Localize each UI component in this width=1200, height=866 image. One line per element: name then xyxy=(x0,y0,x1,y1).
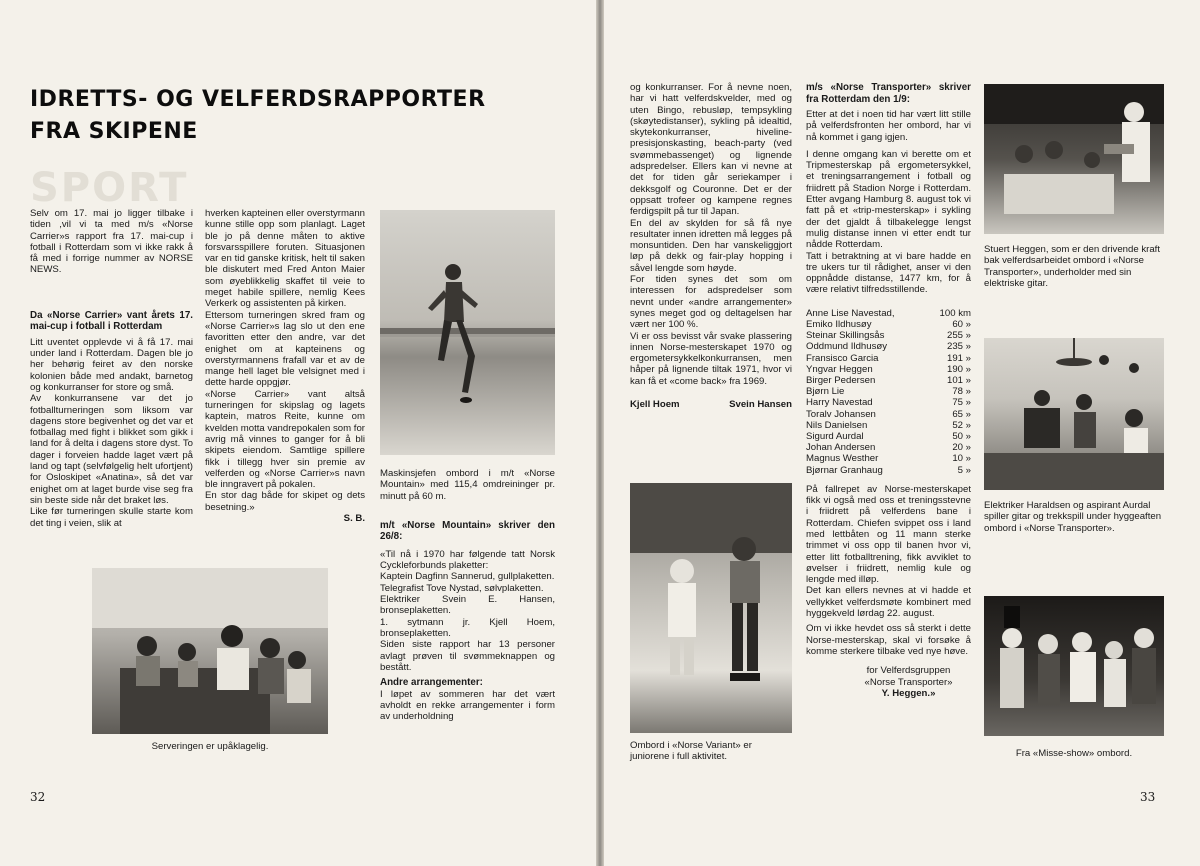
result-name: Bjørn Lie xyxy=(806,386,845,398)
transporter-subhead: m/s «Norse Transporter» skriver fra Rotterdam den 1/9: xyxy=(806,82,971,105)
result-name: Magnus Westher xyxy=(806,453,879,465)
signatures-mountain xyxy=(630,399,792,410)
mountain-subhead-2: Andre arrangementer: xyxy=(380,677,483,689)
caption-dining: Serveringen er upåklagelig. xyxy=(151,741,269,752)
result-distance: 191 » xyxy=(946,352,971,364)
result-distance: 235 » xyxy=(946,341,971,353)
result-name: Sigurd Aurdal xyxy=(806,430,864,442)
result-distance: 78 » xyxy=(952,386,971,398)
result-row xyxy=(806,353,971,364)
result-distance: 100 km xyxy=(939,307,971,319)
result-distance: 101 » xyxy=(946,374,971,386)
result-row xyxy=(806,465,971,476)
result-distance: 20 » xyxy=(952,442,971,454)
result-name: Steinar Skillingsås xyxy=(806,330,885,342)
result-distance: 65 » xyxy=(952,408,971,420)
mountain-subhead: m/t «Norse Mountain» skriver den 26/8: xyxy=(380,519,555,543)
carrier-p1: Litt uventet opplevde vi å få 17. mai under land i Rotterdam. Dagen ble jo her behørig feiret av den norske kolonien både med andakt, barnetog og konkurranser for store og små. xyxy=(30,336,193,393)
children-figure-icon xyxy=(630,483,792,733)
result-name: Oddmund Ildhusøy xyxy=(806,341,888,353)
photo-dining xyxy=(92,568,328,734)
signature-sb: S. B. xyxy=(343,513,365,525)
left-col-3 xyxy=(380,468,555,723)
caption-guitar: Stuert Heggen, som er den drivende kraft bak velferdsarbeidet ombord i «Norse Transporter», underholder med sin elektriske gitar. xyxy=(984,244,1160,289)
result-row xyxy=(806,364,971,375)
photo-kids xyxy=(630,483,792,733)
ghost-heading: SPORT xyxy=(30,165,189,211)
result-name: Toralv Johansen xyxy=(806,408,876,420)
carrier-subhead: Da «Norse Carrier» vant årets 17. mai-cup i fotball i Rotterdam xyxy=(30,309,193,333)
mountain-item-2: Telegrafist Tove Nystad, sølvplaketten. xyxy=(380,582,544,594)
mountain-item-3: Elektriker Svein E. Hansen, bronseplaketten. xyxy=(380,594,555,617)
carrier-p3: Like før turneringen skulle starte kom det ting i veien, slik at xyxy=(30,506,193,529)
caption-kids: Ombord i «Norse Variant» er juniorene i full aktivitet. xyxy=(630,740,752,763)
intro-paragraph: Selv om 17. mai jo ligger tilbake i tiden ,vil vi ta med m/s «Norse Carrier»s rapport fra 17. mai-cup i fotball i Rotterdam som vi ikke rakk å få med i forrige nummer av NORSE NEWS. xyxy=(30,208,193,276)
right-page xyxy=(604,0,1200,866)
caption-runner: Maskinsjefen ombord i m/t «Norse Mountain» med 115,4 omdreininger pr. minutt på 60 m. xyxy=(380,468,555,502)
result-name: Fransisco Garcia xyxy=(806,352,879,364)
result-name: Yngvar Heggen xyxy=(806,363,873,375)
mountain-p5: En del av skylden for så få nye resultater innen idretten må legges på monsuntiden. Den har vanskeliggjort løp på dekk og fair-play hopping i såvel lengde som høyde. xyxy=(630,217,792,274)
title-line-1: IDRETTS- OG VELFERDSRAPPORTER xyxy=(30,87,486,112)
result-distance: 52 » xyxy=(952,419,971,431)
photo-runner xyxy=(380,210,555,455)
carrier-p7: En stor dag både for skipet og dets besetning.» xyxy=(205,490,365,513)
transporter-p5: Det kan ellers nevnes at vi hadde et vellykket velferdsmøte kombinert med hyggekveld lørdag 22. august. xyxy=(806,585,971,620)
left-col-2 xyxy=(205,208,365,524)
title-line-2: FRA SKIPENE xyxy=(30,119,198,144)
right-col-2 xyxy=(806,82,971,699)
result-name: Harry Navestad xyxy=(806,397,873,409)
musicians-icon xyxy=(984,338,1164,490)
result-distance: 60 » xyxy=(952,318,971,330)
left-col-1 xyxy=(30,208,193,529)
runner-figure-icon xyxy=(380,210,555,455)
sign-line-3: Y. Heggen.» xyxy=(881,687,936,699)
result-row xyxy=(806,319,971,330)
result-row xyxy=(806,341,971,352)
result-row xyxy=(806,431,971,442)
carrier-p2: Av konkurransene var det jo fotballturneringen som liksom var dagens store begivenhet og det var et fotballag med fight i blikket som gikk i land for å delta i dagens store dyst. To dager i forveien hadde laget vært på land og tapt (selvfølgelig helt ufortjent) for Osloskipet «Anatina», så det var enighet om at laget burde vise seg fra sin beste side når det braket løs. xyxy=(30,393,193,506)
page-number-right: 33 xyxy=(1140,790,1156,804)
transporter-p4: På fallrepet av Norse-mesterskapet fikk vi også med oss et treningsstevne i friidrett på velferdens bane i Rotterdam. Chiefen svippet oss i land med lettbåten og 11 mann sterke trimmet vi oss opp til banen hvor vi, etter litt fotballtrening, fikk avviklet to øvelser i friidrett, nemlig kule og lengde med illøp. xyxy=(806,483,971,586)
mountain-p3: I løpet av sommeren har det vært avholdt en rekke arrangementer i form av underholdning xyxy=(380,688,555,723)
result-row xyxy=(806,375,971,386)
transporter-p2: I denne omgang kan vi berette om et Tripmesterskap på ergometersykkel, et treningsarrangement i fotball og friidrett på Stadion Norge i Rotterdam. Etter avgang Hamburg 8. august tok vi fatt på et «trip-mesterskap» i sykling der det gjaldt å tilbakelegge lengst mulig distanse innen vi etter endt tur nådde Rotterdam. xyxy=(806,148,971,251)
result-row xyxy=(806,397,971,408)
carrier-p5: Ettersom turneringen skred fram og «Norse Carrier»s lag slo ut den ene favoritten etter den andre, var det enighet om at kapteinens og overstyrmannens frafall var et av de mange hell laget ble velsignet med i dette harde oppgjør. xyxy=(205,309,365,389)
result-distance: 5 » xyxy=(957,464,971,476)
result-row xyxy=(806,409,971,420)
dining-group-icon xyxy=(92,568,328,734)
mountain-p7: Vi er oss bevisst vår svake plassering innen Norse-mesterskapet 1970 og ergometersykkelkonkurransen, men håper på lignende tiltak 1971, hvor vi kan få et «come back» fra 1969. xyxy=(630,330,792,387)
mountain-p6: For tiden synes det som om interessen for adspredelser som nevnt under «andre arrangementer» synes meget god og deltagelsen har vært ner 100 %. xyxy=(630,274,792,331)
transporter-p6: Om vi ikke hevdet oss så sterkt i dette Norse-mesterskap, skal vi forsøke å komme sterkere tilbake ved nye høve. xyxy=(806,623,971,657)
carrier-p4: hverken kapteinen eller overstyrmann kunne stille opp som planlagt. Laget ble jo på denne måten to aktive forsvarsspillere foruten. Situasjonen var en tid ganske kritisk, helt til saken ble diskutert med Fred Anton Maier som øyeblikkelig skaffet til veie to meget habile spillere, nemlig Kees Verkerk og assistenten på kirken. xyxy=(205,208,365,310)
result-distance: 255 » xyxy=(946,330,971,342)
mountain-p4: og konkurranser. For å nevne noen, har vi hatt velferdskvelder, med og uten Bingo, rebusløp, tempsykling (skøytedistanser), sykling på idealtid, skytekonkurranser, hiveline-presisjonskasting, beach-party (ved svømmebassenget) og lignende adspredelser. Ellers kan vi nevne at det for tiden går seriekamper i dekksgolf og Couronne. Det er der oppsatt trofeer og kampene regnes ferdigspilt på tur til Japan. xyxy=(630,82,792,218)
signature-svein: Svein Hansen xyxy=(729,399,792,411)
result-distance: 190 » xyxy=(946,363,971,375)
transporter-p3: Tatt i betraktning at vi bare hadde en tre ukers tur til rådighet, anser vi den oppnådde distanse, 1477 km, for å være relativt tilfredsstillende. xyxy=(806,250,971,296)
mountain-p1: «Til nå i 1970 har følgende tatt Norsk Cyckleforbunds plaketter: xyxy=(380,548,555,572)
photo-show xyxy=(984,596,1164,736)
result-distance: 75 » xyxy=(952,397,971,409)
caption-accordion: Elektriker Haraldsen og aspirant Aurdal spiller gitar og trekkspill under hyggeaften ombord i «Norse Transporter». xyxy=(984,500,1162,534)
mountain-item-1: Kaptein Dagfinn Sannerud, gullplaketten. xyxy=(380,571,555,583)
carrier-p6: «Norse Carrier» vant altså turneringen for skipslag og lagets kaptein, matros Reite, kunne om kvelden motta vandrepokalen som for avrig må vinnes to ganger for å bli skipets eiendom. Samtlige spillere fikk i tillegg hver sin premie av velferden og «Norse Carrier»s navn ble inngravert på pokalen. xyxy=(205,388,365,491)
mountain-p2: Siden siste rapport har 13 personer avlagt prøven til svømmeknappen og bestått. xyxy=(380,639,555,673)
guitarist-icon xyxy=(984,84,1164,234)
result-row xyxy=(806,386,971,397)
left-page xyxy=(0,0,596,866)
photo-guitar xyxy=(984,84,1164,234)
caption-show: Fra «Misse-show» ombord. xyxy=(1015,748,1133,759)
result-row xyxy=(806,453,971,464)
result-name: Emiko Ildhusøy xyxy=(806,318,872,330)
result-row xyxy=(806,442,971,453)
costumed-performers-icon xyxy=(984,596,1164,736)
result-row xyxy=(806,330,971,341)
book-gutter xyxy=(596,0,604,866)
sign-line-2: «Norse Transporter» xyxy=(864,676,953,688)
result-name: Anne Lise Navestad, xyxy=(806,307,895,319)
result-name: Nils Danielsen xyxy=(806,419,868,431)
photo-accordion xyxy=(984,338,1164,490)
signature-block xyxy=(806,665,971,699)
right-col-1 xyxy=(630,82,792,410)
result-name: Birger Pedersen xyxy=(806,374,876,386)
page-title xyxy=(30,84,550,148)
signature-kjell: Kjell Hoem xyxy=(630,399,680,411)
mountain-item-4: 1. sytmann jr. Kjell Hoem, bronseplaketten. xyxy=(380,616,555,639)
transporter-p1: Etter at det i noen tid har vært litt stille på velferdsfronten her ombord, har vi nå kommet i gang igjen. xyxy=(806,109,971,143)
result-row xyxy=(806,420,971,431)
results-list xyxy=(806,308,971,476)
result-distance: 10 » xyxy=(952,453,971,465)
result-distance: 50 » xyxy=(952,430,971,442)
result-name: Johan Andersen xyxy=(806,442,876,454)
result-name: Bjørnar Granhaug xyxy=(806,464,883,476)
page-number-left: 32 xyxy=(30,790,46,804)
result-row xyxy=(806,308,971,319)
sign-line-1: for Velferdsgruppen xyxy=(866,665,951,677)
